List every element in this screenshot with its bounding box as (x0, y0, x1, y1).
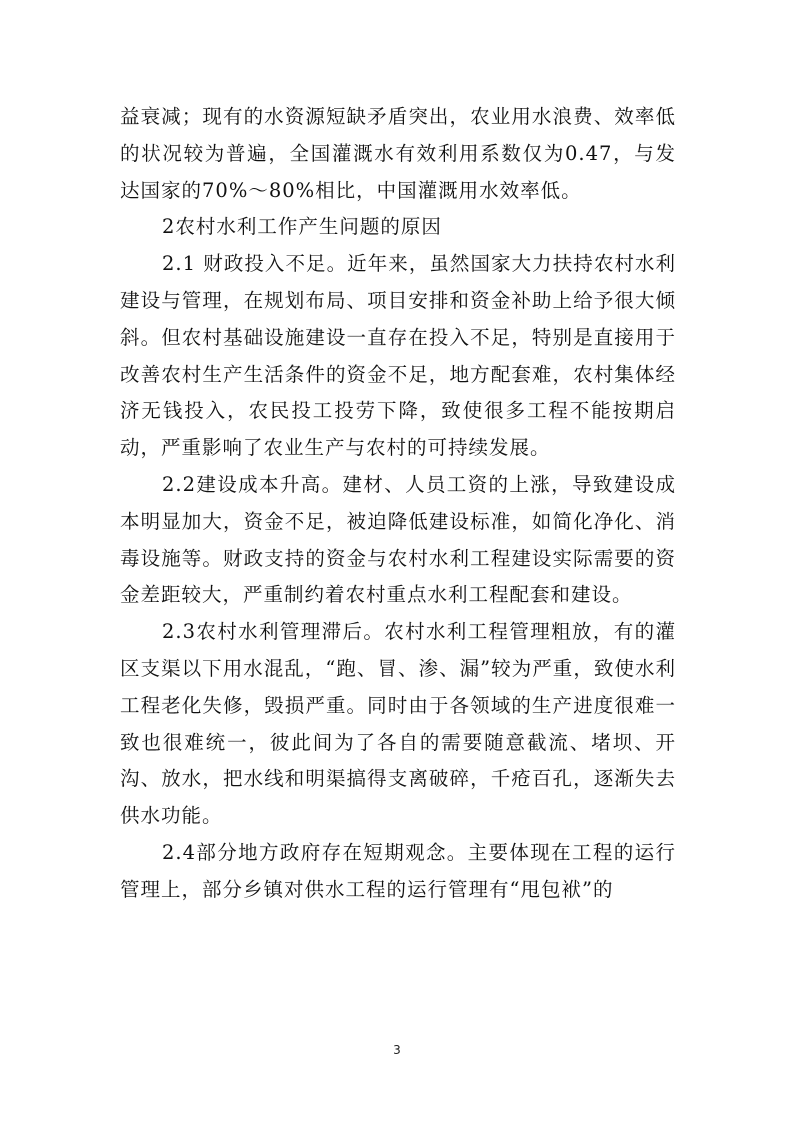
paragraph-1: 益衰减；现有的水资源短缺矛盾突出，农业用水浪费、效率低的状况较为普遍，全国灌溉水有效利用系数仅为0.47，与发达国家的70%～80%相比，中国灌溉用水效率低。 (120, 105, 676, 202)
paragraph-2-4: 2.4部分地方政府存在短期观念。主要体现在工程的运行管理上，部分乡镇对供水工程的运行管理有“甩包袱”的 (120, 840, 676, 901)
paragraph-2-3: 2.3农村水利管理滞后。农村水利工程管理粗放，有的灌区支渠以下用水混乱，“跑、冒、渗、漏”较为严重，致使水利工程老化失修，毁损严重。同时由于各领域的生产进度很难一致也很难统一，彼此间为了各自的需要随意截流、堵坝、开沟、放水，把水线和明渠搞得支离破碎，千疮百孔，逐渐失去供水功能。 (120, 620, 676, 828)
paragraph-2-1: 2.1 财政投入不足。近年来，虽然国家大力扶持农村水利建设与管理，在规划布局、项目安排和资金补助上给予很大倾斜。但农村基础设施建设一直存在投入不足，特别是直接用于改善农村生产生活条件的资金不足，地方配套难，农村集体经济无钱投入，农民投工投劳下降，致使很多工程不能按期启动，严重影响了农业生产与农村的可持续发展。 (120, 252, 676, 460)
paragraph-2-2: 2.2建设成本升高。建材、人员工资的上涨，导致建设成本明显加大，资金不足，被迫降低建设标准，如简化净化、消毒设施等。财政支持的资金与农村水利工程建设实际需要的资金差距较大，严重制约着农村重点水利工程配套和建设。 (120, 472, 676, 607)
page-number: 3 (393, 1043, 401, 1057)
section-heading: 2农村水利工作产生问题的原因 (162, 215, 442, 239)
document-body (120, 99, 676, 909)
